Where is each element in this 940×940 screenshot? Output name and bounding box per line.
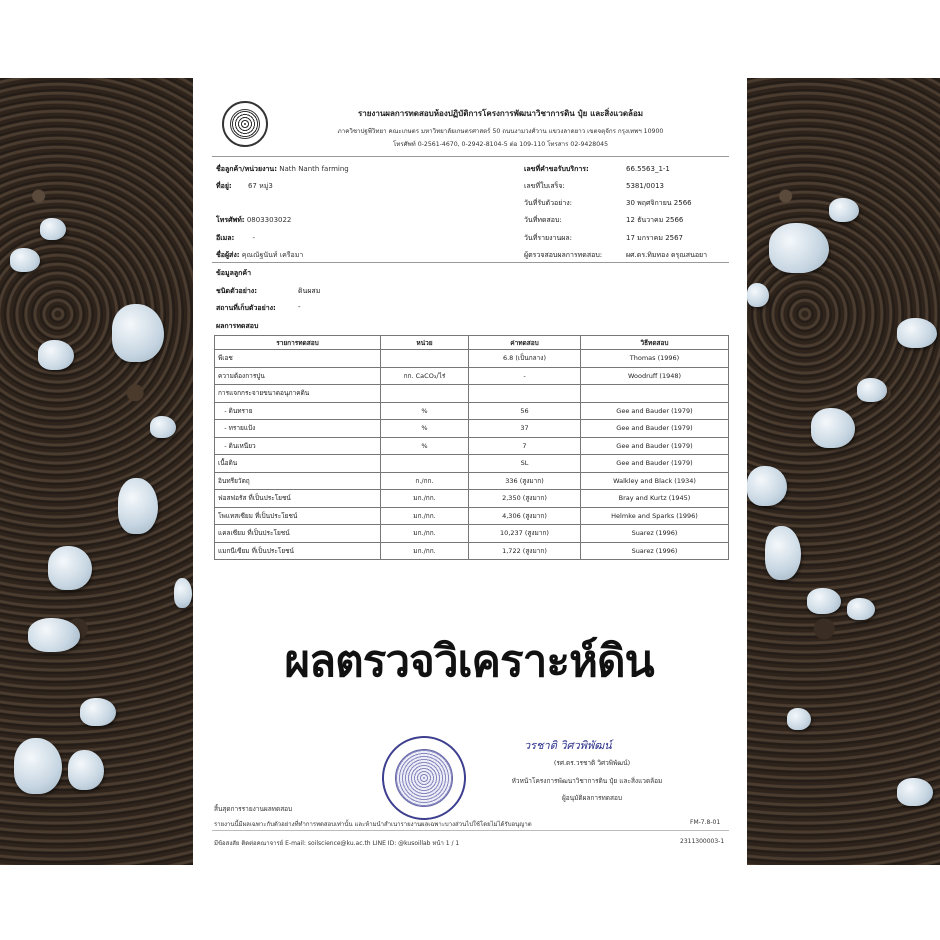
- col-header-unit: หน่วย: [381, 336, 469, 350]
- table-row: [215, 385, 729, 403]
- cell-value: SL: [469, 455, 581, 473]
- cell-unit: [381, 455, 469, 473]
- cell-item: แคลเซียม ที่เป็นประโยชน์: [215, 525, 381, 543]
- cell-value: -: [469, 367, 581, 385]
- report-title: รายงานผลการทดสอบห้องปฏิบัติการโครงการพัฒนาวิชาการดิน ปุ๋ย และสิ่งแวดล้อม: [357, 109, 644, 118]
- inspector-label: ผู้ตรวจสอบผลการทดสอบ:: [524, 251, 603, 259]
- customer-sender-row: ชื่อผู้ส่ง: คุณณัฐนันท์ เครือมา: [216, 251, 304, 259]
- info-divider: [212, 262, 729, 263]
- report-disclaimer: รายงานนี้มีผลเฉพาะกับตัวอย่างที่ทำการทดสอบเท่านั้น และห้ามนำสำเนารายงานผลเฉพาะบางส่วนไปใช้โดยไม่ได้รับอนุญาต: [214, 821, 532, 828]
- cell-value: 2,350 (สูงมาก): [469, 490, 581, 508]
- col-header-item: รายการทดสอบ: [215, 336, 381, 350]
- customer-data-heading: ข้อมูลลูกค้า: [216, 269, 252, 277]
- request-no-value: 66.5563_1-1: [626, 165, 670, 173]
- sample-type-label: ชนิดตัวอย่าง:: [216, 287, 258, 295]
- cell-item: ฟอสฟอรัส ที่เป็นประโยชน์: [215, 490, 381, 508]
- cell-unit: %: [381, 402, 469, 420]
- cell-item: - ดินทราย: [215, 402, 381, 420]
- cell-value: 56: [469, 402, 581, 420]
- table-row: [215, 472, 729, 490]
- report-end-note: สิ้นสุดการรายงานผลทดสอบ: [214, 805, 293, 813]
- cell-unit: %: [381, 420, 469, 438]
- soil-photo-right: [747, 78, 940, 865]
- cell-value: 10,237 (สูงมาก): [469, 525, 581, 543]
- cell-value: 37: [469, 420, 581, 438]
- cell-method: Suarez (1996): [581, 525, 729, 543]
- contact-line: มีข้อสงสัย ติดต่อคณาจารย์ E-mail: soilscience@ku.ac.th LINE ID: @kusoillab หน้า 1 / 1: [214, 840, 460, 847]
- cell-unit: มก./กก.: [381, 542, 469, 560]
- report-header: [212, 96, 729, 160]
- cell-value: 6.8 (เป็นกลาง): [469, 350, 581, 368]
- customer-email-row: อีเมล: -: [216, 234, 256, 242]
- received-date-label: วันที่รับตัวอย่าง:: [524, 199, 573, 207]
- cell-method: Gee and Bauder (1979): [581, 437, 729, 455]
- table-row: [215, 437, 729, 455]
- cell-item: ความต้องการปูน: [215, 367, 381, 385]
- cell-method: Thomas (1996): [581, 350, 729, 368]
- sample-place-value: -: [298, 303, 301, 311]
- cell-item: เนื้อดิน: [215, 455, 381, 473]
- cell-value: 7: [469, 437, 581, 455]
- results-heading: ผลการทดสอบ: [216, 322, 259, 330]
- footer-divider: [212, 830, 729, 831]
- lab-address: ภาควิชาปฐพีวิทยา คณะเกษตร มหาวิทยาลัยเกษตรศาสตร์ 50 ถนนงามวงศ์วาน แขวงลาดยาว เขตจตุจักร กรุงเทพฯ 10900: [337, 128, 664, 135]
- customer-name-row: ชื่อลูกค้า/หน่วยงาน: Nath Nanth farming: [216, 165, 349, 173]
- cell-value: 336 (สูงมาก): [469, 472, 581, 490]
- inspector-value: ผศ.ดร.ทิมทอง ดรุณสนอยา: [626, 251, 708, 259]
- test-date-value: 12 ธันวาคม 2566: [626, 216, 684, 224]
- table-row: [215, 525, 729, 543]
- customer-phone-row: โทรศัพท์: 0803303022: [216, 216, 292, 224]
- handwritten-signature: วรชาติ วิศวพิพัฒน์: [524, 739, 612, 752]
- cell-item: การแจกกระจายขนาดอนุภาคดิน: [215, 385, 381, 403]
- cell-unit: มก./กก.: [381, 507, 469, 525]
- cell-item: พีเอช: [215, 350, 381, 368]
- cell-item: - ทรายแป้ง: [215, 420, 381, 438]
- table-row: [215, 350, 729, 368]
- header-divider: [212, 156, 729, 157]
- table-row: [215, 367, 729, 385]
- cell-unit: %: [381, 437, 469, 455]
- request-no-row: เลขที่คำขอรับบริการ:: [524, 165, 589, 173]
- col-header-method: วิธีทดสอบ: [581, 336, 729, 350]
- table-row: [215, 507, 729, 525]
- cell-unit: [381, 350, 469, 368]
- customer-address-row: ที่อยู่: 67 หมู่3: [216, 182, 273, 190]
- cell-method: Bray and Kurtz (1945): [581, 490, 729, 508]
- sample-type-value: ดินผสม: [298, 287, 321, 295]
- cell-item: แมกนีเซียม ที่เป็นประโยชน์: [215, 542, 381, 560]
- received-date-value: 30 พฤศจิกายน 2566: [626, 199, 692, 207]
- report-date-value: 17 มกราคม 2567: [626, 234, 684, 242]
- cell-value: 1,722 (สูงมาก): [469, 542, 581, 560]
- lab-report: [212, 96, 729, 852]
- cell-item: อินทรียวัตถุ: [215, 472, 381, 490]
- cell-method: Woodruff (1948): [581, 367, 729, 385]
- receipt-value: 5381/0013: [626, 182, 664, 190]
- cell-method: [581, 385, 729, 403]
- table-row: [215, 402, 729, 420]
- cell-value: 4,306 (สูงมาก): [469, 507, 581, 525]
- form-code: FM-7.8-01: [690, 819, 721, 826]
- lab-phone: โทรศัพท์ 0-2561-4670, 0-2942-8104-5 ต่อ 109-110 โทรสาร 02-9428045: [392, 141, 609, 148]
- signer-name: (รศ.ดร.วรชาติ วิศวพิพัฒน์): [553, 759, 631, 767]
- cell-unit: [381, 385, 469, 403]
- receipt-label: เลขที่ใบเสร็จ:: [524, 182, 565, 190]
- soil-photo-left: [0, 78, 193, 865]
- table-row: [215, 542, 729, 560]
- cell-unit: มก./กก.: [381, 490, 469, 508]
- document-number: 2311300003-1: [680, 838, 725, 845]
- cell-unit: กก. CaCO₃/ไร่: [381, 367, 469, 385]
- cell-method: Walkley and Black (1934): [581, 472, 729, 490]
- cell-unit: มก./กก.: [381, 525, 469, 543]
- report-date-label: วันที่รายงานผล:: [524, 234, 573, 242]
- cell-method: Gee and Bauder (1979): [581, 420, 729, 438]
- cell-value: [469, 385, 581, 403]
- cell-method: Gee and Bauder (1979): [581, 455, 729, 473]
- signer-role: ผู้อนุมัติผลการทดสอบ: [561, 794, 623, 802]
- results-table: [214, 335, 729, 560]
- cell-item: - ดินเหนียว: [215, 437, 381, 455]
- table-row: [215, 455, 729, 473]
- signer-position: หัวหน้าโครงการพัฒนาวิชาการดิน ปุ๋ย และสิ่งแวดล้อม: [511, 777, 663, 785]
- col-header-value: ค่าทดสอบ: [469, 336, 581, 350]
- university-logo: [222, 101, 268, 147]
- cell-method: Gee and Bauder (1979): [581, 402, 729, 420]
- overlay-title: ผลตรวจวิเคราะห์ดิน: [284, 636, 654, 687]
- cell-method: Suarez (1996): [581, 542, 729, 560]
- table-row: [215, 490, 729, 508]
- table-row: [215, 420, 729, 438]
- cell-method: Helmke and Sparks (1996): [581, 507, 729, 525]
- cell-unit: ก./กก.: [381, 472, 469, 490]
- test-date-label: วันที่ทดสอบ:: [524, 216, 562, 224]
- sample-place-label: สถานที่เก็บตัวอย่าง:: [216, 304, 276, 312]
- table-header-row: [215, 336, 729, 350]
- cell-item: โพแทสเซียม ที่เป็นประโยชน์: [215, 507, 381, 525]
